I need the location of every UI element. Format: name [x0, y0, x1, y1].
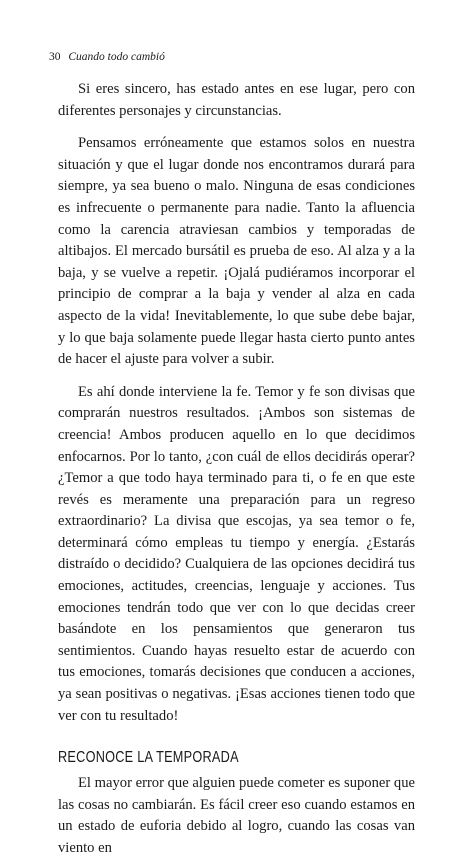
running-head	[49, 50, 165, 64]
book-title: Cuando todo cambió	[68, 51, 165, 63]
section-heading: RECONOCE LA TEMPORADA	[58, 749, 239, 767]
page-number: 30	[49, 51, 61, 63]
paragraph-mayor-error: El mayor error que alguien puede cometer es suponer que las cosas no cambiarán. Es fácil creer eso cuando estamos en un estado de euforia debido al logro, cuando las cosas van viento en	[58, 775, 415, 856]
body-text	[58, 79, 415, 860]
paragraph-fe: Es ahí donde interviene la fe. Temor y fe son divisas que comprarán nuestros resultados. ¡Ambos son sistemas de creencia! Ambos producen aquello en lo que decidimos enfocarnos. Por lo tanto, ¿con cuál de ellos decidirás operar? ¿Temor a que todo haya terminado para ti, o fe en que este revés es meramente una preparación para un regreso extraordinario? La divisa que escojas, ya sea temor o fe, determinará cómo empleas tu tiempo y energía. ¿Estarás distraído o decidido? Cualquiera de las opciones decidirá tus emociones, actitudes, creencias, lenguaje y acciones. Tus emociones tendrán todo que ver con lo que decidas creer basándote en los pensamientos que generaron tus sentimientos. Cuando hayas resuelto estar de acuerdo con tus emociones, tomarás decisiones que conducen a acciones, ya sean positivas o negativas. ¡Esas acciones tienen todo que ver con tu resultado!	[58, 383, 415, 724]
paragraph-pensamos: Pensamos erróneamente que estamos solos en nuestra situación y que el lugar donde nos encontramos durará para siempre, ya sea bueno o malo. Ninguna de esas condiciones es infrecuente o permanente para nadie. Tanto la afluencia como la carencia atraviesan cambios y temporadas de altibajos. El mercado bursátil es prueba de eso. Al alza y a la baja, y se vuelve a repetir. ¡Ojalá pudiéramos incorporar el principio de comprar a la baja y vender al alza en cada aspecto de la vida! Inevitablemente, lo que sube debe bajar, y lo que baja solamente puede llegar hasta cierto punto antes de hacer el ajuste para volver a subir.	[58, 135, 415, 368]
paragraph-sincero: Si eres sincero, has estado antes en ese lugar, pero con diferentes personajes y circunstancias.	[58, 81, 415, 119]
